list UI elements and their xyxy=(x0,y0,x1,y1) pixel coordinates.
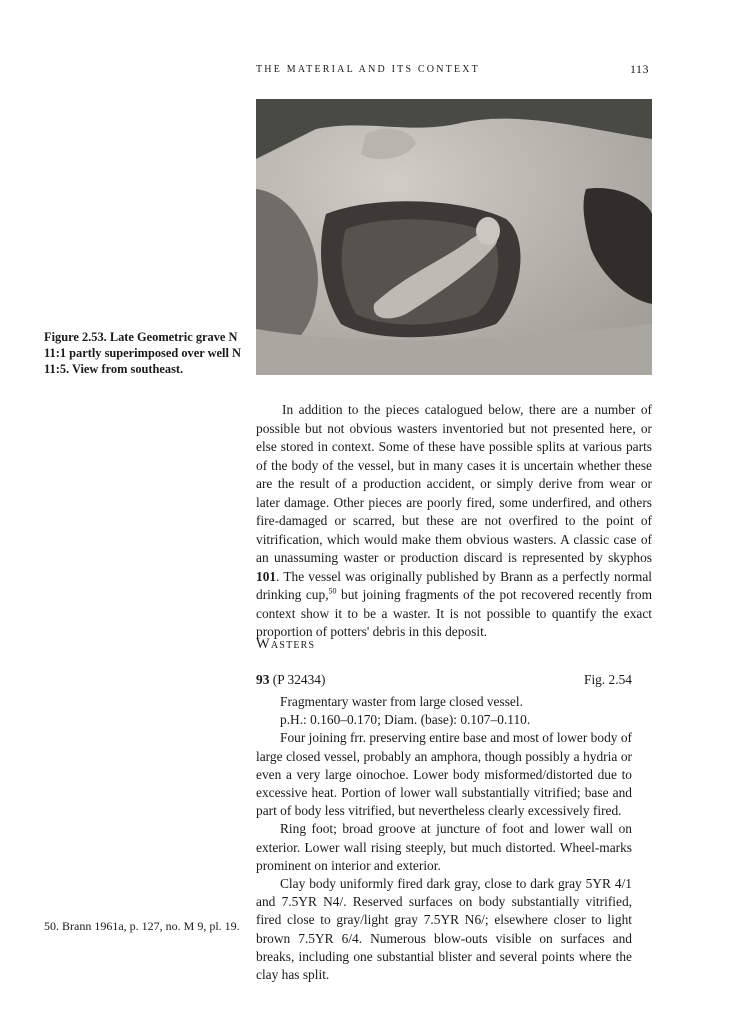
excavation-photo xyxy=(256,99,652,375)
footnote-marker: 50 xyxy=(328,586,337,596)
running-head: THE MATERIAL AND ITS CONTEXT xyxy=(256,64,480,75)
catalogue-entry-header xyxy=(256,671,632,689)
page-number: 113 xyxy=(630,62,650,76)
entry-line-1: Fragmentary waster from large closed vessel. xyxy=(280,694,523,709)
entry-paragraph-2: Ring foot; broad groove at juncture of foot and lower wall on exterior. Lower wall rising steeply, but much distorted. Wheel-marks prominent on interior and exterior. xyxy=(256,821,632,873)
figure-caption: Figure 2.53. Late Geometric grave N 11:1 partly superimposed over well N 11:5. View from southeast. xyxy=(44,330,241,376)
intro-text-3: but joining fragments of the pot recovered recently from context show it to be a waster. It is not possible to quantify the exact proportion of potters' debris in this deposit. xyxy=(256,587,653,639)
intro-text-1: In addition to the pieces catalogued below, there are a number of possible but not obvious wasters inventoried but not presented here, or else stored in context. Some of these have possible splits at various parts of the body of the vessel, but in many cases it is uncertain whether these are the result of a production accident, or simply derive from wear or later damage. Other pieces are poorly fired, some underfired, and others fire-damaged or scarred, but these are not overfired to the point of vitrification, which would make them obvious wasters. A classic case of an unassuming waster or production discard is represented by skyphos xyxy=(256,402,652,565)
section-heading: Wasters xyxy=(256,636,316,652)
catalogue-ref: 101 xyxy=(256,568,277,584)
entry-number: 93 xyxy=(256,672,270,687)
entry-figure-ref: Fig. 2.54 xyxy=(584,672,632,687)
intro-text-2: . The vessel was originally published by Brann as a perfectly normal drinking cup, xyxy=(256,568,652,602)
entry-paragraph-1: Four joining frr. preserving entire base and most of lower body of large closed vessel, probably an amphora, though possibly a hydria or even a very large oinochoe. Lower body misformed/distorted due to excessive heat. Portion of lower wall substantially vitrified; base and part of body less vitrified, but nevertheless clearly excessively fired. xyxy=(256,730,632,819)
entry-paragraph-3: Clay body uniformly fired dark gray, close to dark gray 5YR 4/1 and 7.5YR N4/. Reserved surfaces on body substantially vitrified, fired close to gray/light gray 7.5YR N6/; elsewhere closer to light brown 7.5YR 6/4. Numerous blow-outs visible on surfaces and breaks, including one substantial blister and several points where the clay has split. xyxy=(256,876,632,983)
entry-line-2: p.H.: 0.160–0.170; Diam. (base): 0.107–0.110. xyxy=(280,712,531,728)
intro-paragraph xyxy=(256,401,652,642)
entry-inventory: (P 32434) xyxy=(272,672,326,687)
footnote: 50. Brann 1961a, p. 127, no. M 9, pl. 19. xyxy=(44,919,240,933)
catalogue-entry-body xyxy=(256,693,652,984)
